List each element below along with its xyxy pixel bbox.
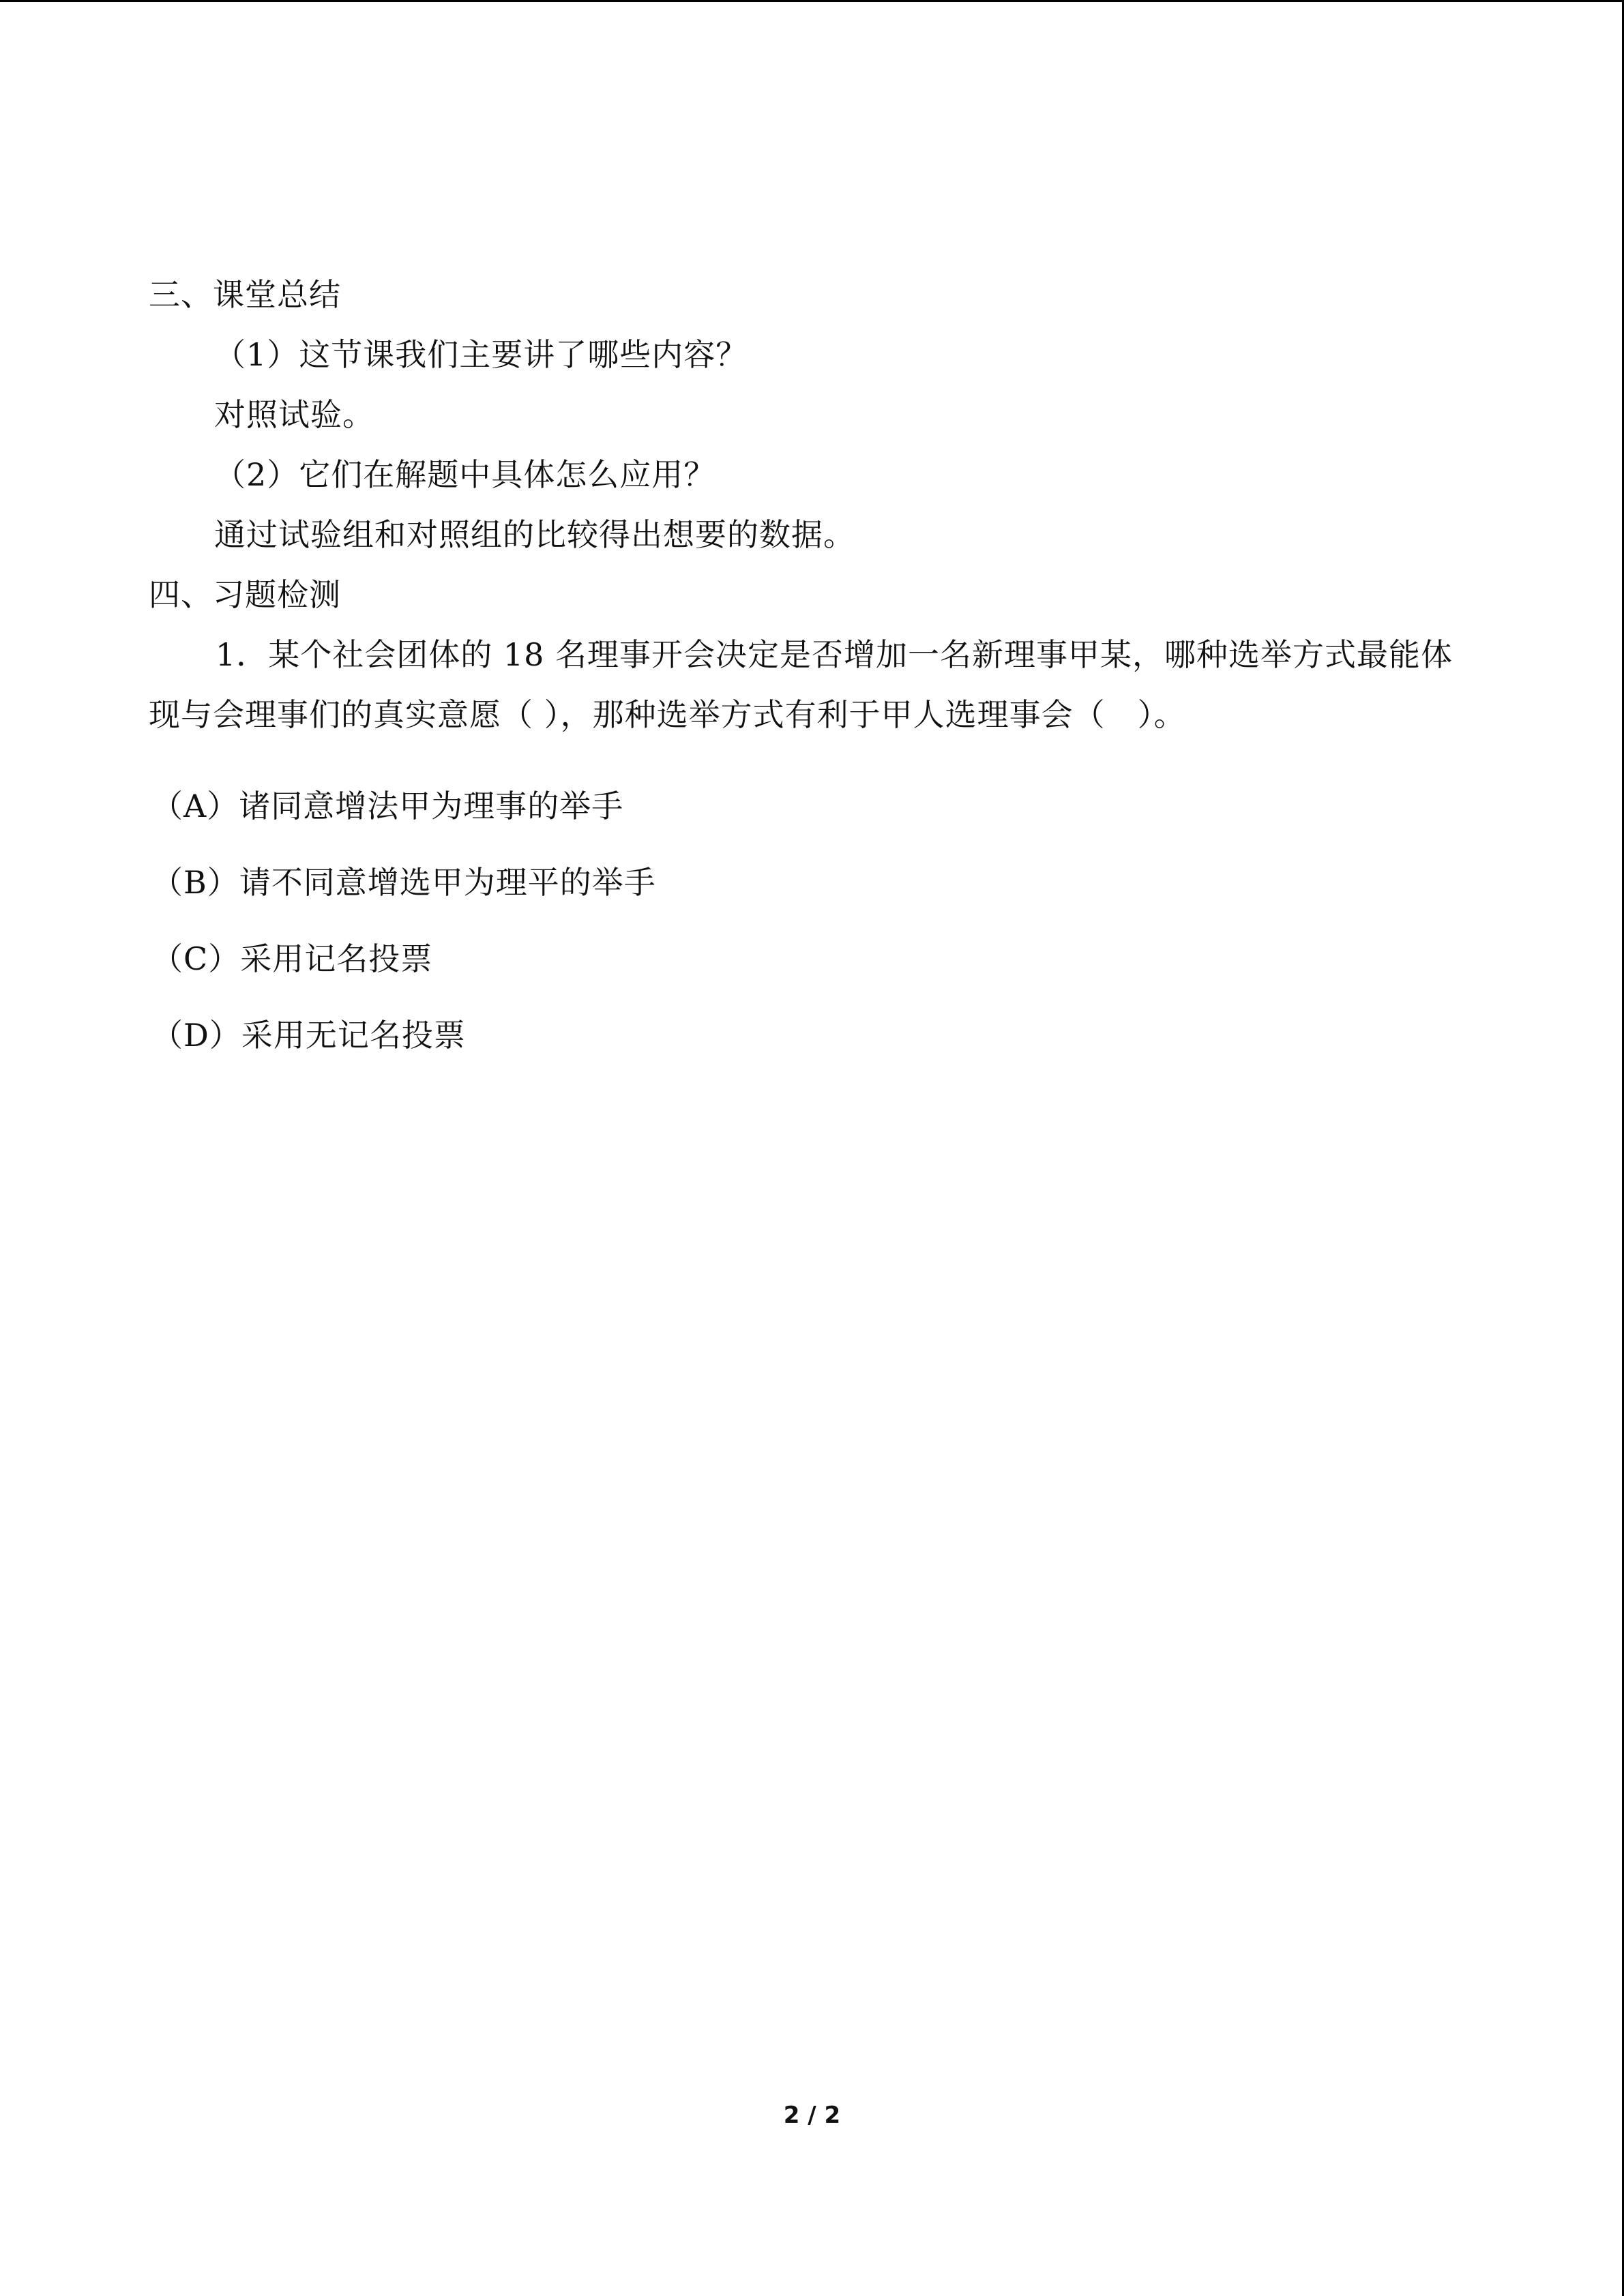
option-a: （A）诸同意增法甲为理事的举手 — [151, 788, 624, 824]
section-heading-exercises: 四、习题检测 — [149, 576, 341, 613]
summary-answer-1: 对照试验。 — [214, 396, 374, 433]
option-b: （B）请不同意增选甲为理平的举手 — [151, 864, 656, 901]
exercise-problem-text: 1．某个社会团体的 18 名理事开会决定是否增加一名新理事甲某，哪种选举方式最能体现与会理事们的真实意愿（ ），那种选举方式有利于甲人选理事会（ ）。 — [149, 636, 1453, 733]
option-d: （D）采用无记名投票 — [151, 1017, 466, 1054]
page-border-top — [0, 0, 1624, 2]
section-heading-summary: 三、课堂总结 — [149, 276, 341, 313]
summary-question-1: （1）这节课我们主要讲了哪些内容？ — [214, 336, 748, 373]
summary-question-2: （2）它们在解题中具体怎么应用？ — [214, 456, 716, 493]
summary-answer-2: 通过试验组和对照组的比较得出想要的数据。 — [214, 516, 855, 553]
option-c: （C）采用记名投票 — [151, 940, 433, 977]
page-number: 2 / 2 — [783, 2102, 841, 2129]
